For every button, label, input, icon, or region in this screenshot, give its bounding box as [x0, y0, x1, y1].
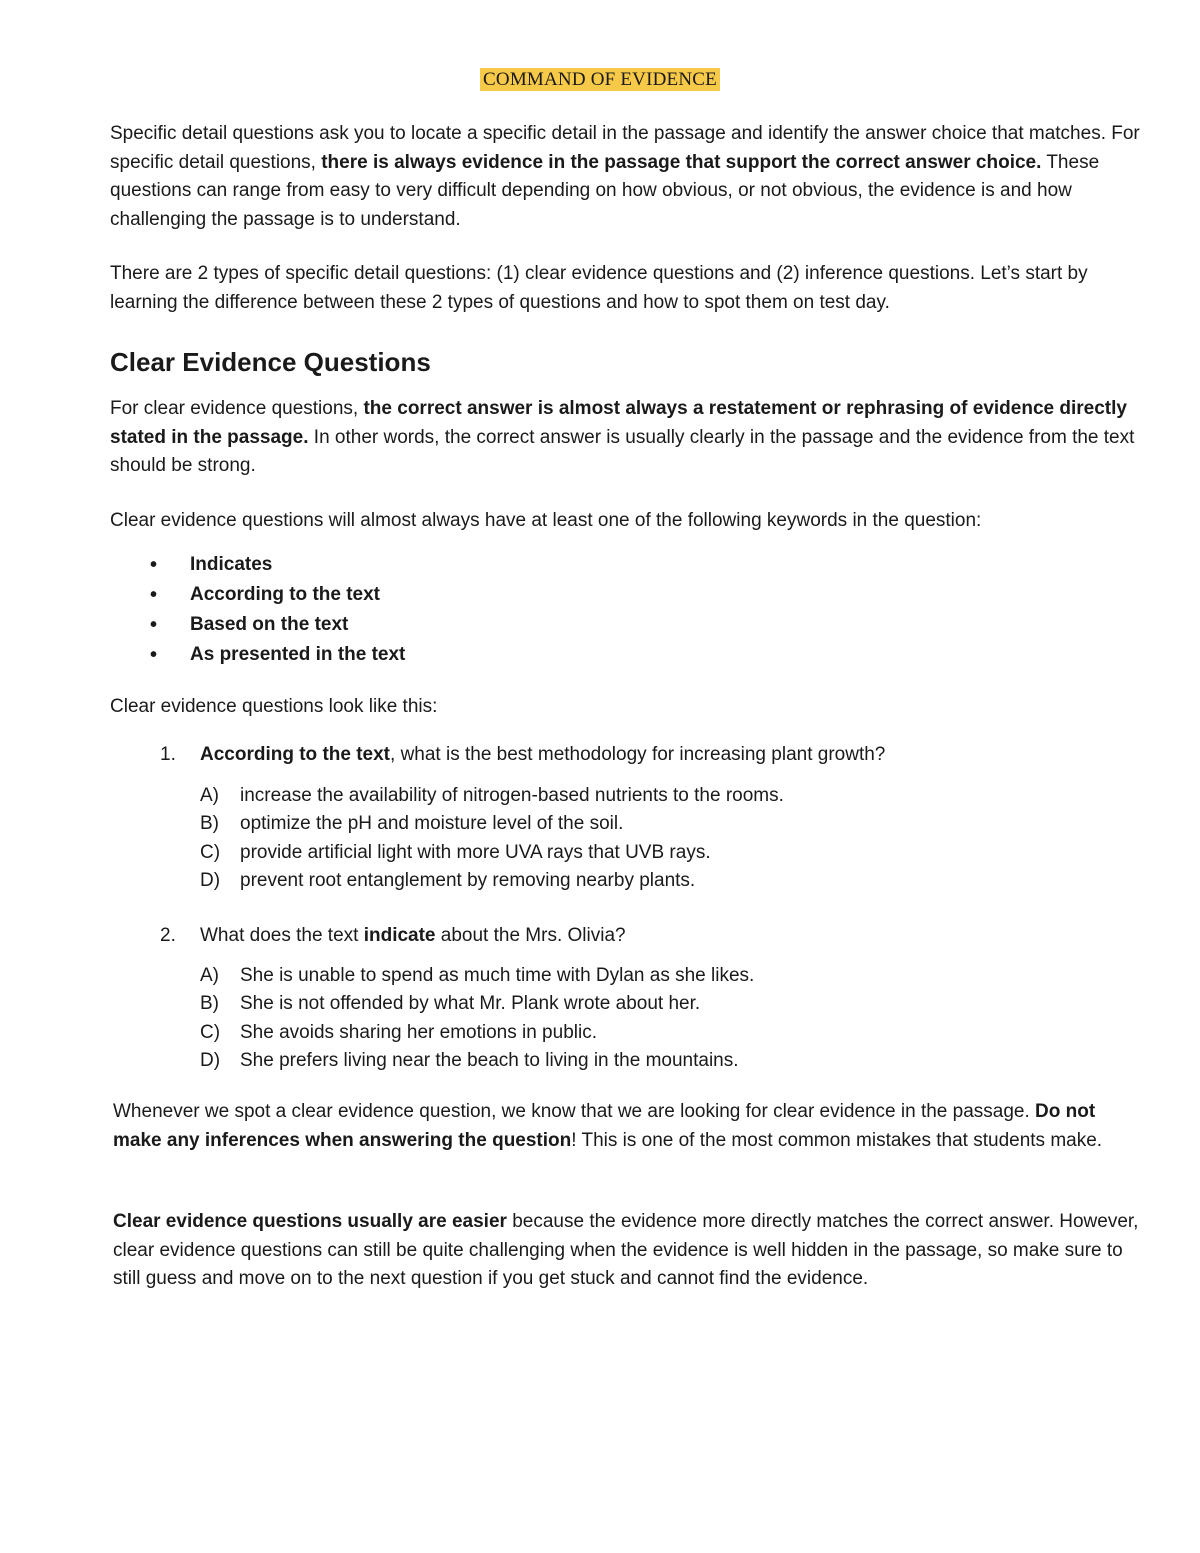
- option-letter: C): [200, 1021, 221, 1043]
- answer-option: [200, 867, 784, 895]
- question-number: 1.: [160, 744, 176, 765]
- option-letter: D): [200, 869, 221, 891]
- clear-p1-end: In other words, the correct answer is usually clearly in the passage and the evidence from the text should be strong.: [110, 426, 1135, 476]
- answer-option: [200, 839, 784, 867]
- closing-p2-end: because the evidence more directly matches the correct answer. However, clear evidence questions can still be quite challenging when the evidence is well hidden in the passage, so make sure to still guess and move on to the next question if you get stuck and cannot find the evidence.: [113, 1211, 1139, 1289]
- keyword-item: • Based on the text: [110, 610, 405, 640]
- option-letter: B): [200, 993, 219, 1015]
- option-text: prevent root entanglement by removing nearby plants.: [240, 869, 696, 891]
- question-keyword: According to the text: [200, 744, 391, 765]
- question-2-options: [200, 962, 754, 1075]
- option-text: She is unable to spend as much time with Dylan as she likes.: [240, 965, 755, 986]
- answer-option: [200, 1019, 754, 1047]
- closing-p1-emphasis: Do not make any inferences when answering the question: [113, 1101, 1096, 1151]
- clear-paragraph-1: [110, 395, 1140, 481]
- question-2: [160, 922, 626, 950]
- answer-option: [200, 990, 754, 1018]
- question-1-options: [200, 782, 784, 895]
- closing-paragraph-1: [113, 1098, 1143, 1155]
- option-letter: C): [200, 841, 221, 863]
- page-title-wrapper: [0, 69, 1200, 91]
- intro-paragraph-1: [110, 120, 1140, 234]
- answer-option: [200, 1047, 754, 1075]
- closing-p2-emphasis: Clear evidence questions usually are easier: [113, 1211, 507, 1232]
- option-text: provide artificial light with more UVA rays that UVB rays.: [240, 841, 711, 863]
- closing-p1-end: ! This is one of the most common mistakes that students make.: [571, 1129, 1103, 1151]
- option-letter: A): [200, 785, 219, 806]
- keyword-item: • According to the text: [110, 580, 405, 610]
- option-letter: D): [200, 1049, 221, 1071]
- question-text: about the Mrs. Olivia?: [435, 925, 626, 946]
- clear-paragraph-2: Clear evidence questions will almost always have at least one of the following keywords in the question:: [110, 510, 982, 531]
- option-letter: A): [200, 965, 219, 986]
- page-title: COMMAND OF EVIDENCE: [480, 68, 720, 91]
- intro-p1-start: Specific detail questions ask you to locate a specific detail in the passage and identify the answer choice that matches. For specific detail questions,: [110, 123, 1140, 173]
- keyword-item: • Indicates: [110, 550, 405, 580]
- question-text-start: What does the text: [200, 925, 364, 946]
- question-number: 2.: [160, 925, 176, 946]
- clear-p1-start: For clear evidence questions,: [110, 398, 364, 419]
- intro-p1-end: These questions can range from easy to very difficult depending on how obvious, or not obvious, the evidence is and how challenging the passage is to understand.: [110, 151, 1100, 230]
- option-text: She is not offended by what Mr. Plank wrote about her.: [240, 993, 701, 1015]
- option-text: optimize the pH and moisture level of the soil.: [240, 813, 624, 835]
- keyword-item: • As presented in the text: [110, 640, 405, 670]
- option-text: She avoids sharing her emotions in public.: [240, 1021, 597, 1043]
- option-text: increase the availability of nitrogen-based nutrients to the rooms.: [240, 785, 784, 806]
- keyword-list: [110, 550, 405, 670]
- question-1: [160, 741, 885, 769]
- clear-p1-emphasis: the correct answer is almost always a restatement or rephrasing of evidence directly stated in the passage.: [110, 398, 1127, 448]
- intro-paragraph-2: There are 2 types of specific detail questions: (1) clear evidence questions and (2) inference questions. Let’s start by learning the difference between these 2 types of questions and how to spot them on test day.: [110, 263, 1088, 313]
- answer-option: [200, 810, 784, 838]
- closing-p1-start: Whenever we spot a clear evidence question, we know that we are looking for clear evidence in the passage.: [113, 1101, 1036, 1122]
- section-heading: Clear Evidence Questions: [110, 347, 431, 377]
- option-letter: B): [200, 813, 219, 835]
- closing-paragraph-2: [113, 1208, 1143, 1294]
- answer-option: [200, 962, 754, 990]
- question-keyword: indicate: [363, 925, 436, 946]
- question-text: , what is the best methodology for increasing plant growth?: [390, 744, 886, 765]
- intro-p1-emphasis: there is always evidence in the passage that support the correct answer choice.: [321, 151, 1042, 173]
- answer-option: [200, 782, 784, 810]
- clear-paragraph-3: Clear evidence questions look like this:: [110, 696, 438, 717]
- option-text: She prefers living near the beach to living in the mountains.: [240, 1049, 739, 1071]
